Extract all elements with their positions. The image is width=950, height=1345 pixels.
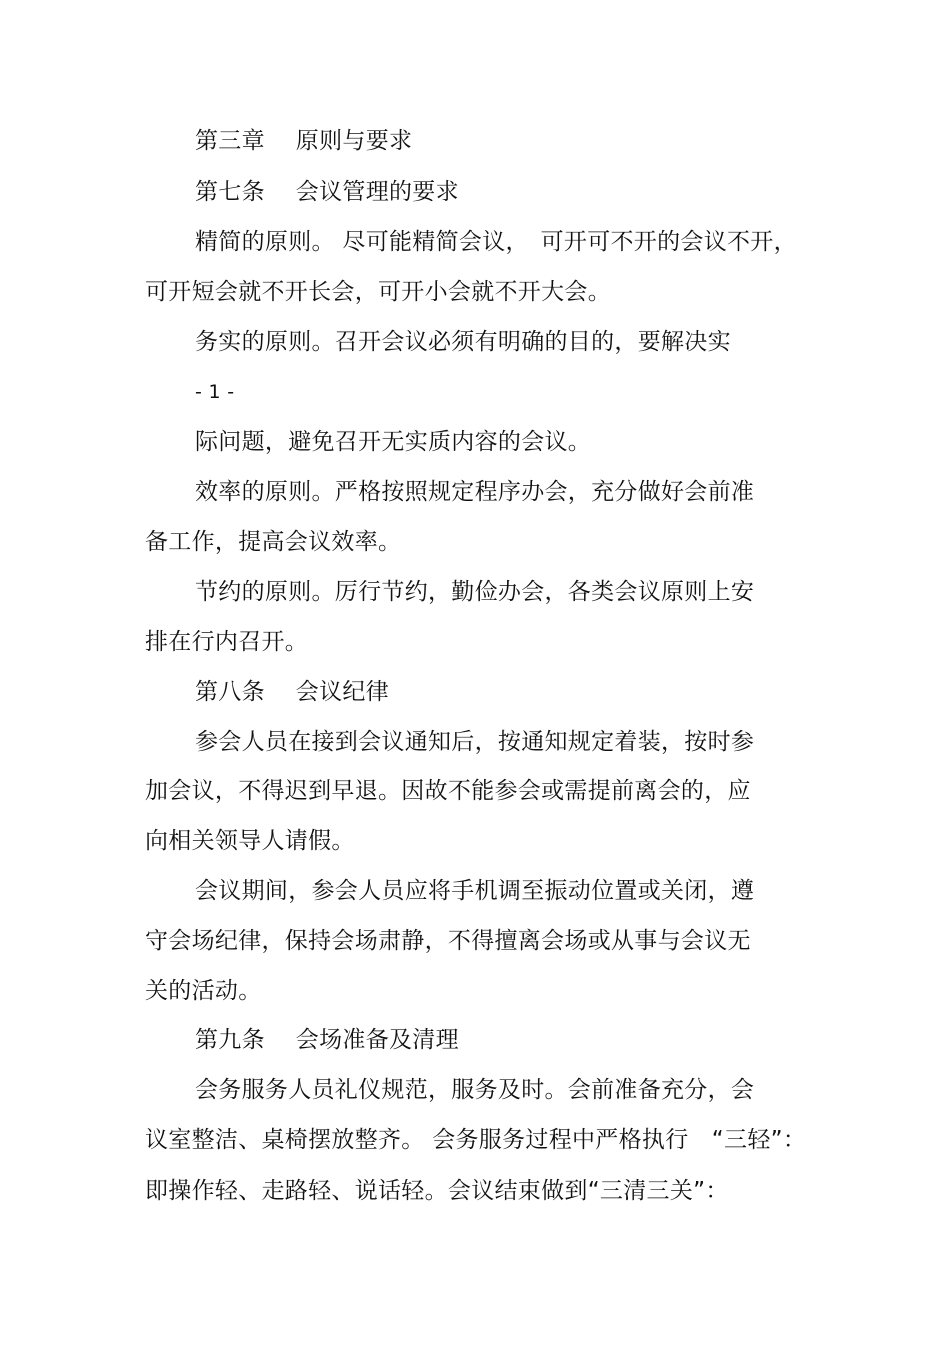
chapter-heading: 第三章 原则与要求 <box>195 128 413 154</box>
article-heading: 第八条 会议纪律 <box>195 679 390 705</box>
paragraph-line: 会务服务人员礼仪规范，服务及时。会前准备充分，会 <box>195 1077 755 1103</box>
paragraph-line: 关的活动。 <box>145 978 262 1004</box>
article-heading: 第七条 会议管理的要求 <box>195 179 459 205</box>
paragraph-line: 即操作轻、走路轻、说话轻。会议结束做到“三清三关”： <box>145 1178 729 1204</box>
article-heading: 第九条 会场准备及清理 <box>195 1027 459 1053</box>
paragraph-line: 排在行内召开。 <box>145 629 309 655</box>
paragraph-line: 可开短会就不开长会，可开小会就不开大会。 <box>145 279 611 305</box>
paragraph-line: 际问题，避免召开无实质内容的会议。 <box>195 429 592 455</box>
paragraph-line: 务实的原则。召开会议必须有明确的目的，要解决实 <box>195 329 731 355</box>
paragraph-line: 备工作，提高会议效率。 <box>145 529 402 555</box>
paragraph-line: 节约的原则。厉行节约，勤俭办会，各类会议原则上安 <box>195 579 755 605</box>
paragraph-line: 议室整洁、桌椅摆放整齐。 会务服务过程中严格执行 “三轻”： <box>145 1127 807 1153</box>
paragraph-line: 会议期间，参会人员应将手机调至振动位置或关闭，遵 <box>195 878 755 904</box>
paragraph-line: 加会议，不得迟到早退。因故不能参会或需提前离会的，应 <box>145 778 751 804</box>
paragraph-line: 效率的原则。严格按照规定程序办会，充分做好会前准 <box>195 479 755 505</box>
page-number: - 1 - <box>195 381 235 403</box>
paragraph-line: 精简的原则。 尽可能精简会议， 可开可不开的会议不开， <box>195 229 797 255</box>
paragraph-line: 参会人员在接到会议通知后，按通知规定着装，按时参 <box>195 729 755 755</box>
paragraph-line: 向相关领导人请假。 <box>145 828 355 854</box>
paragraph-line: 守会场纪律，保持会场肃静，不得擅离会场或从事与会议无 <box>145 928 751 954</box>
